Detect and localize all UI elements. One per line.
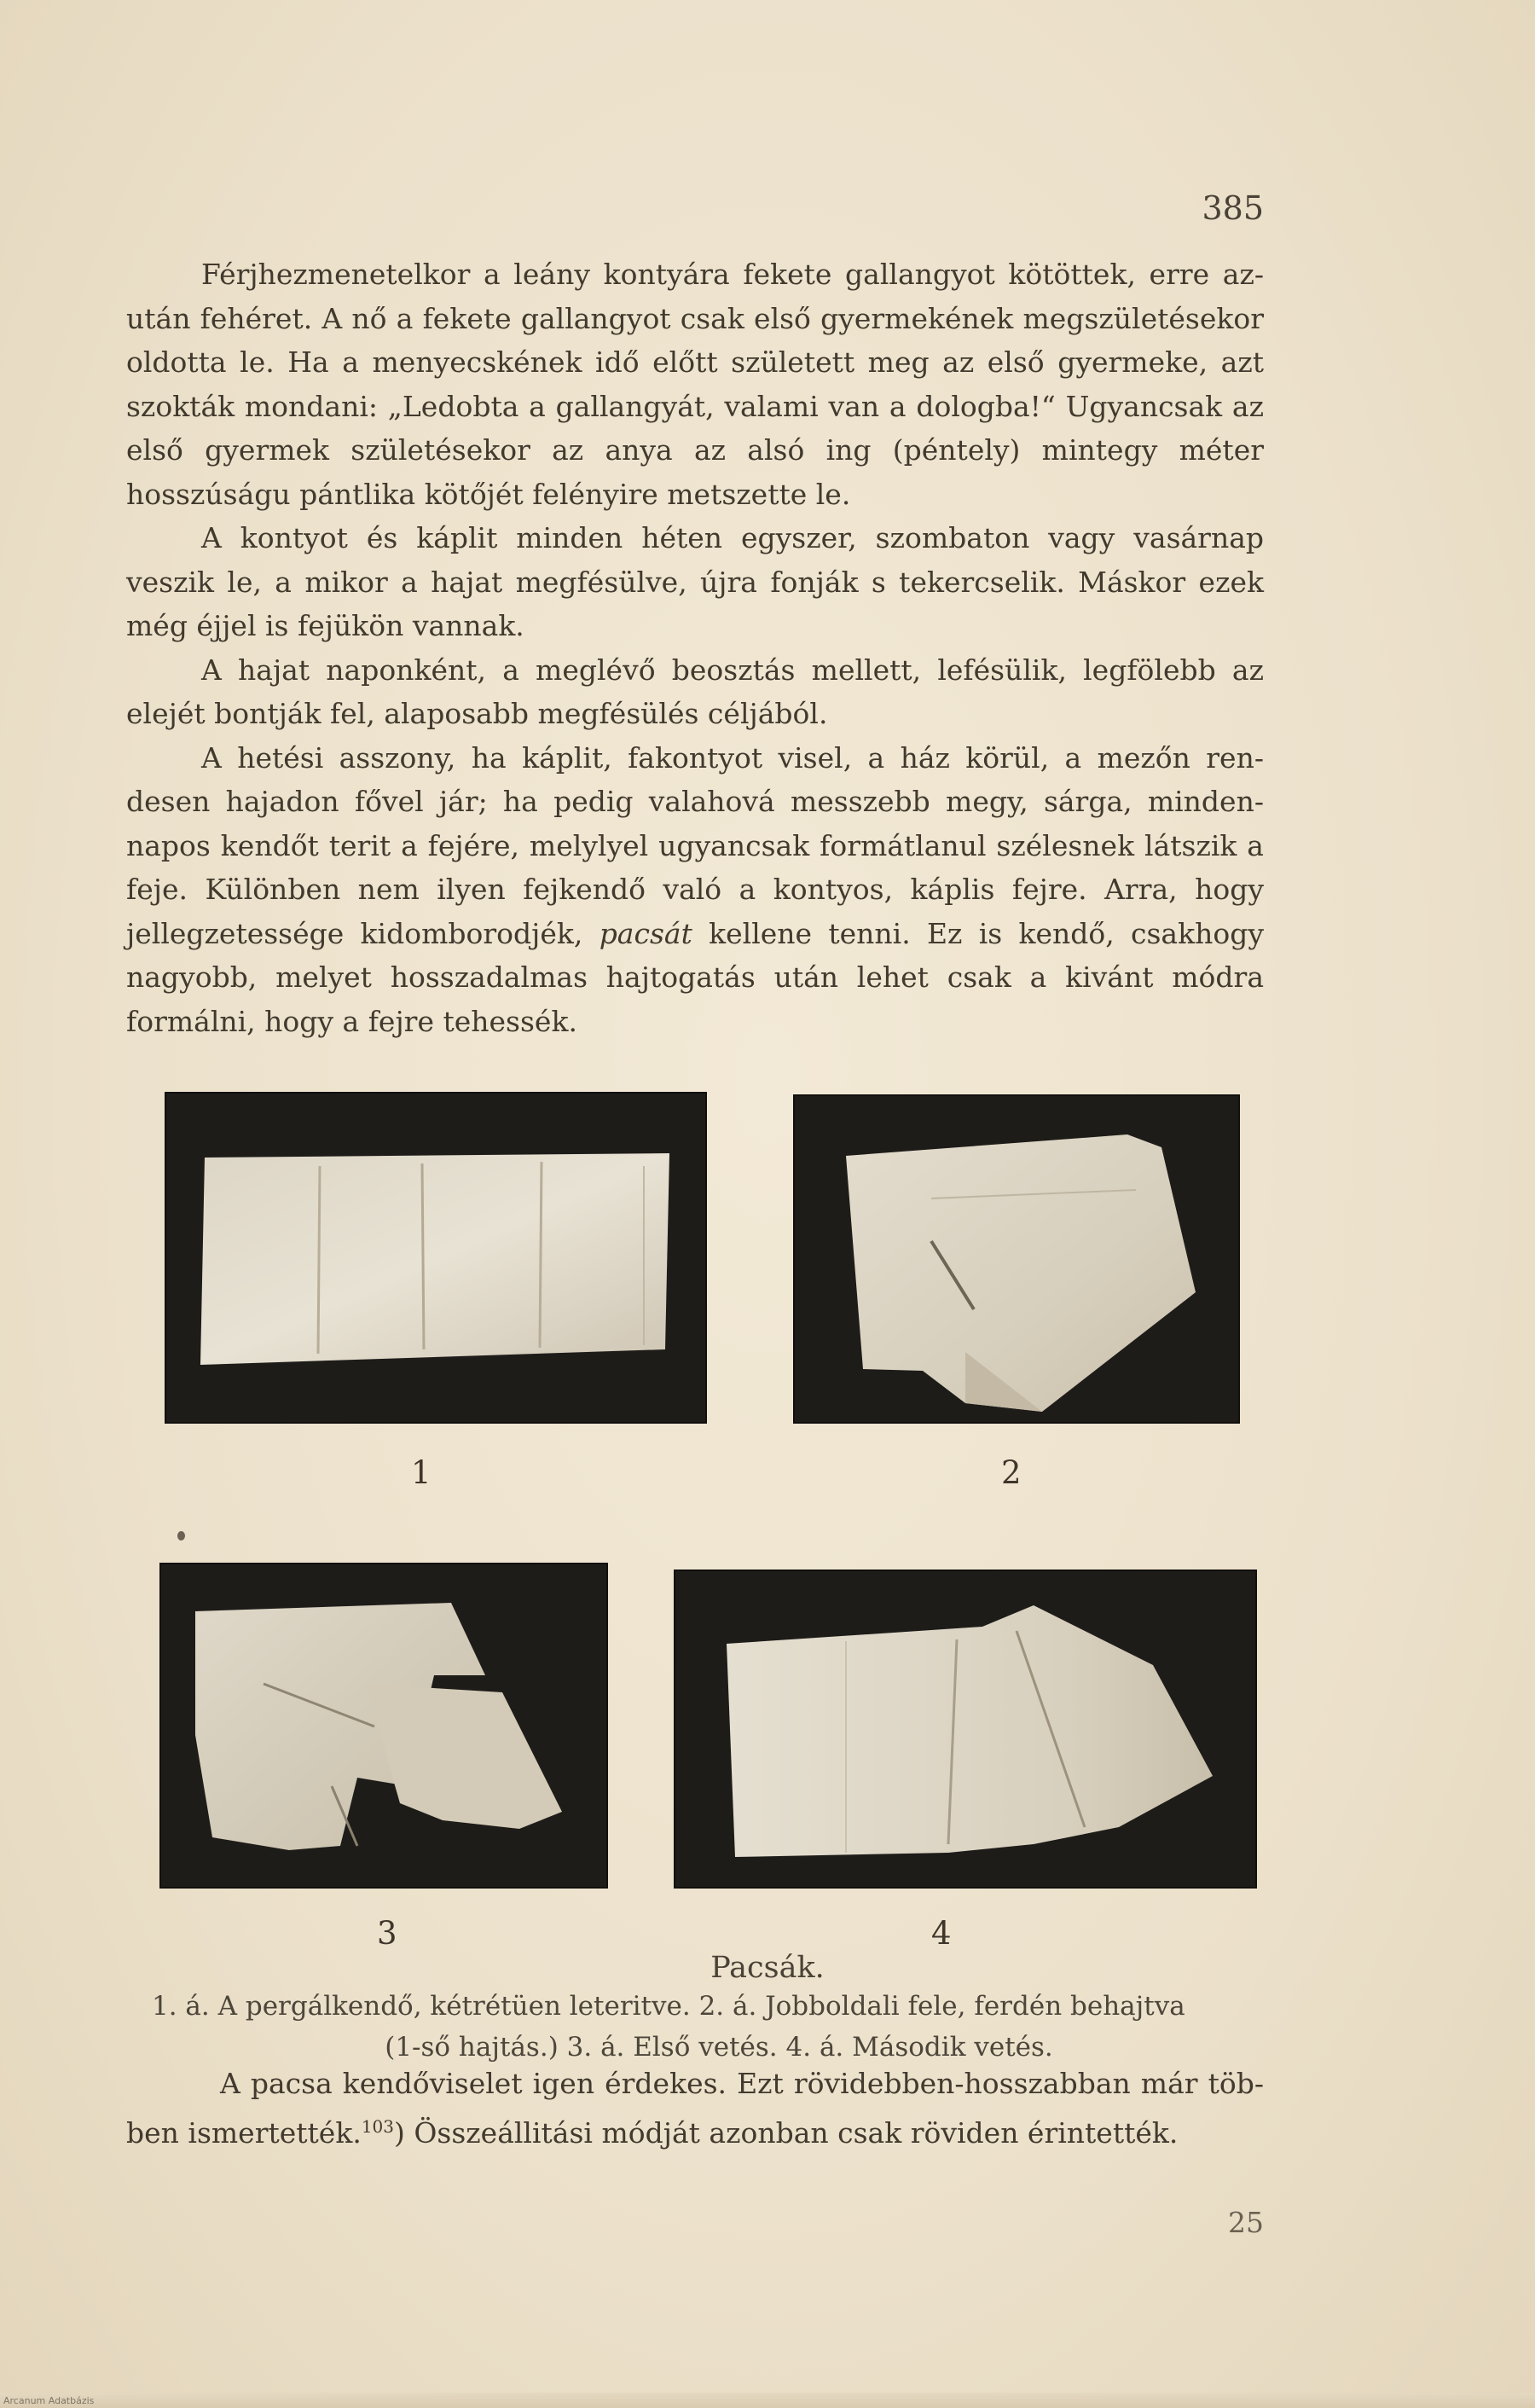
paragraph-4 <box>126 736 1264 1044</box>
page-number: 385 <box>1202 189 1264 227</box>
caption-line-2: (1-ső hajtás.) 3. á. Első vetés. 4. á. Második vetés. <box>385 2032 1053 2063</box>
folded-cloth-4-image <box>675 1571 1255 1887</box>
figure-3-label: 3 <box>377 1915 397 1952</box>
paper-speck <box>177 1531 185 1541</box>
signature-mark: 25 <box>1228 2206 1264 2239</box>
figure-2-photo <box>793 1094 1240 1424</box>
folded-cloth-3-image <box>161 1564 606 1887</box>
figure-4-photo <box>674 1570 1257 1889</box>
figure-1-label: 1 <box>411 1454 432 1491</box>
closing-text-b: ) Összeállitási módját azonban csak röviden érintették. <box>394 2116 1179 2150</box>
closing-text-a: A pacsa kendőviselet igen érdekes. Ezt rövidebben-hosszabban már töb-ben ismertették. <box>126 2067 1264 2150</box>
folded-cloth-1-image <box>166 1094 705 1422</box>
paragraph-4-text-a: A hetési asszony, ha káplit, fakontyot visel, a ház körül, a mezőn ren-desen hajadon fővel jár; ha pedig valahová messzebb megy, sárga, minden-napos kendőt terit a fejére, melylyel ugyancsak formátlanul szélesnek látszik a feje. Különben nem ilyen fejkendő való a kontyos, káplis fejre. Arra, hogy jellegzetessége kidomborodjék, <box>126 740 1264 950</box>
figure-4-label: 4 <box>931 1915 952 1952</box>
paragraph-4-text-b: kellene tenni. Ez is kendő, csakhogy nagyobb, melyet hosszadalmas hajtogatás után lehet csak a kivánt módra formálni, hogy a fejre tehessék. <box>126 916 1264 1038</box>
closing-paragraph-text <box>126 2062 1264 2155</box>
figure-caption <box>152 1986 1286 2068</box>
paragraph-4-italic-term: pacsát <box>599 916 692 950</box>
paragraph-1: Férjhezmenetelkor a leány kontyára fekete gallangyot kötöttek, erre az-után fehéret. A nő a fekete gallangyot csak első gyermekének megszületésekor oldotta le. Ha a menyecskének idő előtt született meg az első gyermeke, azt szokták mondani: „Ledobta a gallangyát, valami van a dologba!“ Ugyancsak az első gyermek születésekor az anya az alsó ing (péntely) mintegy méter hosszúságu pántlika kötőjét felényire metszette le. <box>126 258 1264 511</box>
caption-line-1: 1. á. A pergálkendő, kétrétüen leteritve. 2. á. Jobboldali fele, ferdén behajtva <box>152 1991 1185 2022</box>
paragraph-3: A hajat naponként, a meglévő beosztás mellett, lefésülik, legfölebb az elejét bontják fel, alaposabb megfésülés céljából. <box>126 653 1264 730</box>
footnote-reference: 103 <box>361 2116 394 2137</box>
figure-2-label: 2 <box>1001 1454 1022 1491</box>
paragraph-2: A kontyot és káplit minden héten egyszer, szombaton vagy vasárnap veszik le, a mikor a hajat megfésülve, újra fonják s tekercselik. Máskor ezek még éjjel is fejükön vannak. <box>126 521 1264 642</box>
caption-title: Pacsák. <box>710 1951 825 1985</box>
closing-paragraph <box>126 2062 1264 2155</box>
page-bottom-edge <box>0 2393 1535 2408</box>
figure-1-photo <box>165 1092 707 1424</box>
folded-cloth-2-image <box>795 1096 1238 1422</box>
figure-3-photo <box>159 1563 608 1889</box>
body-text <box>126 252 1264 1043</box>
watermark: Arcanum Adatbázis <box>3 2395 95 2406</box>
